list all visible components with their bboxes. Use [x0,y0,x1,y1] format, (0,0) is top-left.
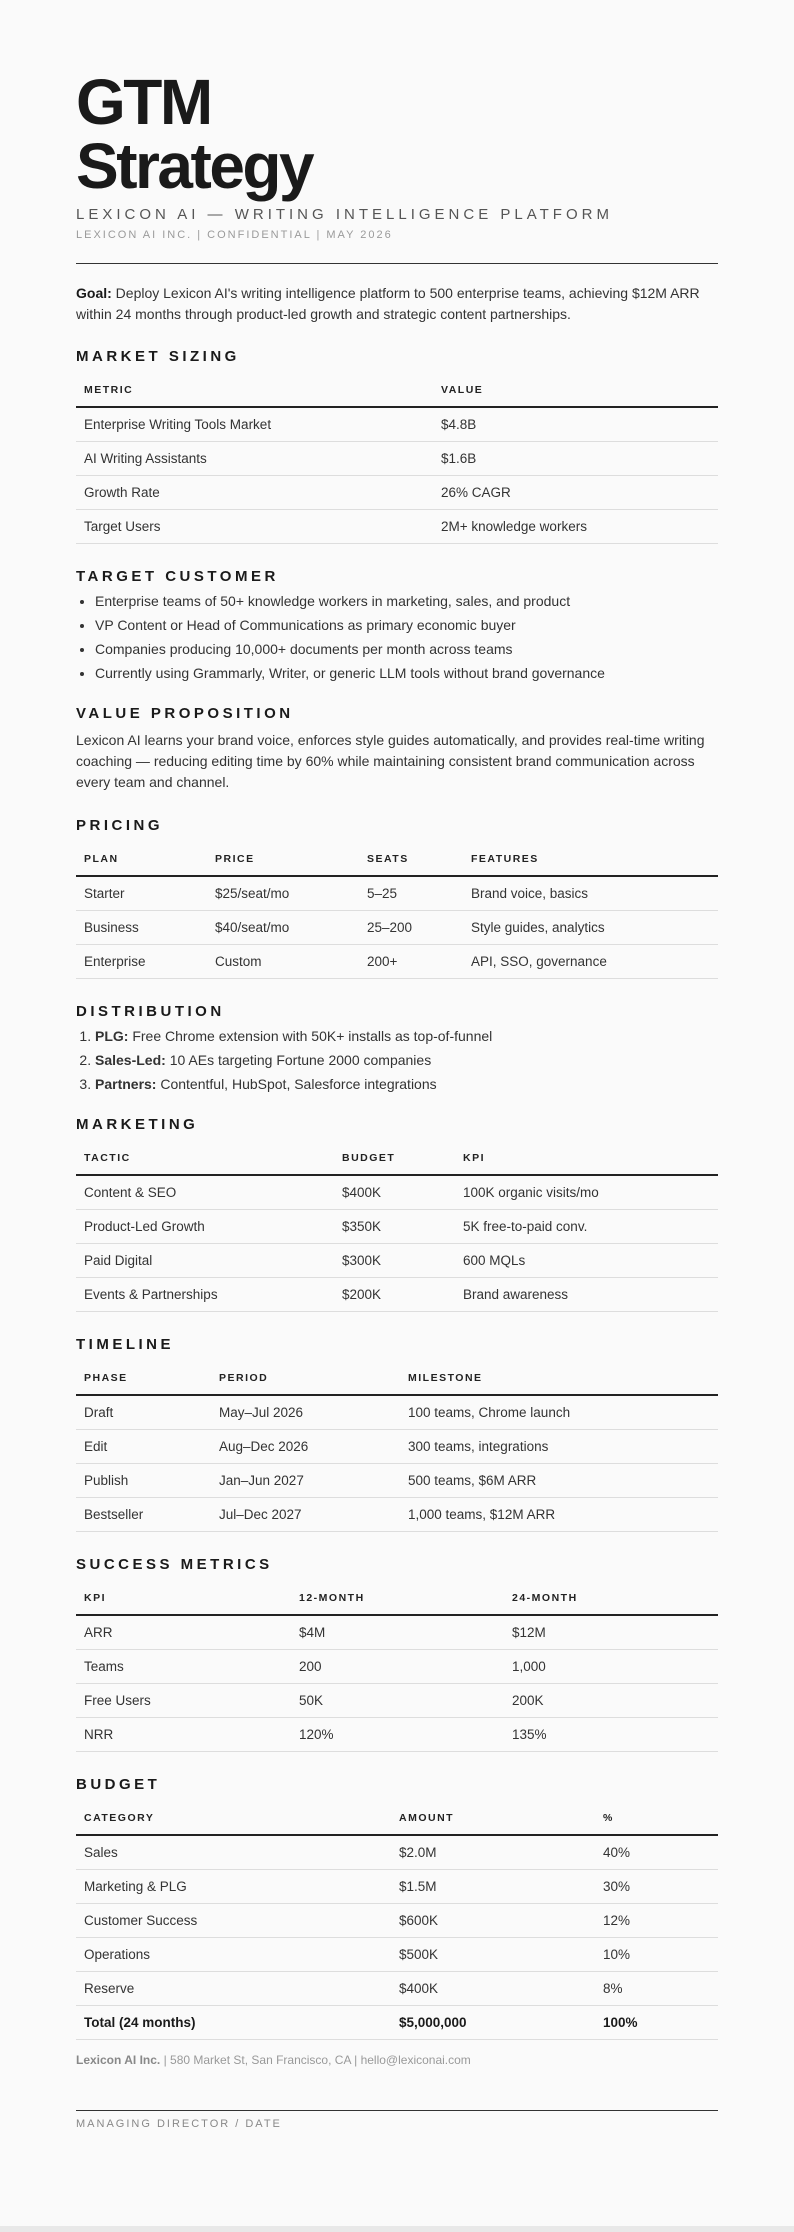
column-header: FEATURES [463,843,718,876]
marketing-table [76,1142,718,1312]
table-cell: 26% CAGR [433,476,718,510]
table-row [76,1175,718,1210]
table-cell: 10% [595,1938,718,1972]
document-meta: LEXICON AI INC. | CONFIDENTIAL | MAY 2026 [76,229,393,241]
column-header: AMOUNT [391,1802,595,1835]
column-header: PHASE [76,1362,211,1395]
table-cell: $25/seat/mo [207,876,359,911]
table-row [76,1718,718,1752]
column-header: VALUE [433,374,718,407]
table-cell: $2.0M [391,1835,595,1870]
table-cell: Jan–Jun 2027 [211,1464,400,1498]
table-row [76,1464,718,1498]
target-customer-heading: TARGET CUSTOMER [76,568,279,585]
list-item: • Companies producing 10,000+ documents per month across teams [95,637,718,661]
column-header: TACTIC [76,1142,334,1175]
table-cell: Custom [207,945,359,979]
signature-line [76,2110,718,2111]
goal-statement [76,283,718,325]
table-row [76,1938,718,1972]
list-item-text: 10 AEs targeting Fortune 2000 companies [165,1052,432,1068]
timeline-table [76,1362,718,1532]
column-header: 12-MONTH [291,1582,504,1615]
table-cell: Jul–Dec 2027 [211,1498,400,1532]
table-cell: Enterprise [76,945,207,979]
table-row [76,1498,718,1532]
table-cell: Aug–Dec 2026 [211,1430,400,1464]
table-row [76,510,718,544]
table-cell: 100K organic visits/mo [455,1175,718,1210]
table-row [76,1244,718,1278]
table-row [76,407,718,442]
table-cell: Business [76,911,207,945]
table-cell: $4.8B [433,407,718,442]
header-divider [76,263,718,264]
table-row [76,1430,718,1464]
table-cell: AI Writing Assistants [76,442,433,476]
table-cell: 40% [595,1835,718,1870]
table-cell: Free Users [76,1684,291,1718]
budget-table [76,1802,718,2040]
table-cell: 600 MQLs [455,1244,718,1278]
list-item-label: Partners: [95,1076,157,1092]
distribution-list [76,1024,718,1096]
list-item: • Currently using Grammarly, Writer, or generic LLM tools without brand governance [95,661,718,685]
table-cell: 5K free-to-paid conv. [455,1210,718,1244]
table-cell: 1,000 [504,1650,718,1684]
table-cell: 200K [504,1684,718,1718]
table-cell: Brand voice, basics [463,876,718,911]
column-header: CATEGORY [76,1802,391,1835]
table-cell: Customer Success [76,1904,391,1938]
list-item [95,1024,718,1048]
page-title [76,66,718,202]
table-row [76,1395,718,1430]
total-row [76,2006,718,2040]
table-cell: Operations [76,1938,391,1972]
table-cell: May–Jul 2026 [211,1395,400,1430]
table-row [76,1278,718,1312]
table-cell: 5–25 [359,876,463,911]
value-proposition-heading: VALUE PROPOSITION [76,705,294,722]
table-cell: 2M+ knowledge workers [433,510,718,544]
table-cell: $5,000,000 [391,2006,595,2040]
table-cell: $400K [334,1175,455,1210]
company-footer [76,2053,718,2067]
table-row [76,1615,718,1650]
pricing-table [76,843,718,979]
value-proposition-text: Lexicon AI learns your brand voice, enforces style guides automatically, and provides real-time writing coaching — reducing editing time by 60% while maintaining consistent brand communication across every team and channel. [76,732,705,790]
table-row [76,911,718,945]
table-cell: Sales [76,1835,391,1870]
table-row [76,1650,718,1684]
page-subtitle: LEXICON AI — WRITING INTELLIGENCE PLATFORM [76,206,613,223]
table-cell: Draft [76,1395,211,1430]
table-cell: 30% [595,1870,718,1904]
table-cell: Enterprise Writing Tools Market [76,407,433,442]
distribution-heading: DISTRIBUTION [76,1003,225,1020]
table-cell: $400K [391,1972,595,2006]
table-row [76,1210,718,1244]
title-line-1: GTM [76,66,211,138]
table-cell: Target Users [76,510,433,544]
table-row [76,1870,718,1904]
market-sizing-heading: MARKET SIZING [76,348,240,365]
column-header: PLAN [76,843,207,876]
list-item: • VP Content or Head of Communications as primary economic buyer [95,613,718,637]
table-cell: Teams [76,1650,291,1684]
table-cell: Growth Rate [76,476,433,510]
table-cell: 50K [291,1684,504,1718]
list-item-text: Contentful, HubSpot, Salesforce integrations [156,1076,437,1092]
table-cell: Edit [76,1430,211,1464]
table-cell: $1.6B [433,442,718,476]
table-cell: API, SSO, governance [463,945,718,979]
table-cell: 135% [504,1718,718,1752]
table-row [76,1684,718,1718]
table-cell: 200+ [359,945,463,979]
table-cell: 1,000 teams, $12M ARR [400,1498,718,1532]
table-cell: 25–200 [359,911,463,945]
table-cell: $1.5M [391,1870,595,1904]
column-header: MILESTONE [400,1362,718,1395]
table-cell: ARR [76,1615,291,1650]
table-cell: Product-Led Growth [76,1210,334,1244]
column-header: METRIC [76,374,433,407]
column-header: 24-MONTH [504,1582,718,1615]
table-cell: $600K [391,1904,595,1938]
list-item-label: PLG: [95,1028,129,1044]
target-customer-list [76,589,718,685]
signature-label: MANAGING DIRECTOR / DATE [76,2118,282,2130]
table-cell: 300 teams, integrations [400,1430,718,1464]
table-row [76,945,718,979]
table-cell: $4M [291,1615,504,1650]
table-cell: 120% [291,1718,504,1752]
timeline-heading: TIMELINE [76,1336,174,1353]
list-item [95,1072,718,1096]
table-cell: Total (24 months) [76,2006,391,2040]
list-item-label: Sales-Led: [95,1052,166,1068]
column-header: KPI [76,1582,291,1615]
list-item: • Enterprise teams of 50+ knowledge workers in marketing, sales, and product [95,589,718,613]
column-header: % [595,1802,718,1835]
table-cell: 100 teams, Chrome launch [400,1395,718,1430]
table-cell: Style guides, analytics [463,911,718,945]
table-row [76,876,718,911]
table-row [76,1972,718,2006]
column-header: KPI [455,1142,718,1175]
table-cell: $350K [334,1210,455,1244]
table-cell: Publish [76,1464,211,1498]
table-cell: 100% [595,2006,718,2040]
list-item [95,1048,718,1072]
list-item-text: Free Chrome extension with 50K+ installs as top-of-funnel [128,1028,493,1044]
table-cell: $12M [504,1615,718,1650]
table-cell: Bestseller [76,1498,211,1532]
table-cell: Events & Partnerships [76,1278,334,1312]
table-cell: Reserve [76,1972,391,2006]
table-row [76,442,718,476]
table-cell: $500K [391,1938,595,1972]
table-cell: Paid Digital [76,1244,334,1278]
budget-heading: BUDGET [76,1776,161,1793]
market-sizing-table [76,374,718,544]
table-cell: 12% [595,1904,718,1938]
goal-text: Deploy Lexicon AI's writing intelligence platform to 500 enterprise teams, achieving $12M ARR within 24 months through product-led growth and strategic content partnerships. [76,285,700,322]
table-cell: 8% [595,1972,718,2006]
goal-label: Goal: [76,285,112,301]
column-header: SEATS [359,843,463,876]
success-metrics-table [76,1582,718,1752]
title-line-2: Strategy [76,130,313,202]
table-cell: Marketing & PLG [76,1870,391,1904]
table-cell: 500 teams, $6M ARR [400,1464,718,1498]
table-cell: $40/seat/mo [207,911,359,945]
footer-company: Lexicon AI Inc. [76,2053,161,2067]
column-header: BUDGET [334,1142,455,1175]
pricing-heading: PRICING [76,817,164,834]
table-cell: NRR [76,1718,291,1752]
column-header: PERIOD [211,1362,400,1395]
table-cell: $300K [334,1244,455,1278]
table-cell: Starter [76,876,207,911]
table-row [76,1904,718,1938]
marketing-heading: MARKETING [76,1116,199,1133]
table-cell: Content & SEO [76,1175,334,1210]
table-row [76,1835,718,1870]
success-metrics-heading: SUCCESS METRICS [76,1556,273,1573]
table-cell: Brand awareness [455,1278,718,1312]
column-header: PRICE [207,843,359,876]
footer-details: | 580 Market St, San Francisco, CA | hello@lexiconai.com [160,2053,471,2067]
table-cell: 200 [291,1650,504,1684]
table-row [76,476,718,510]
table-cell: $200K [334,1278,455,1312]
